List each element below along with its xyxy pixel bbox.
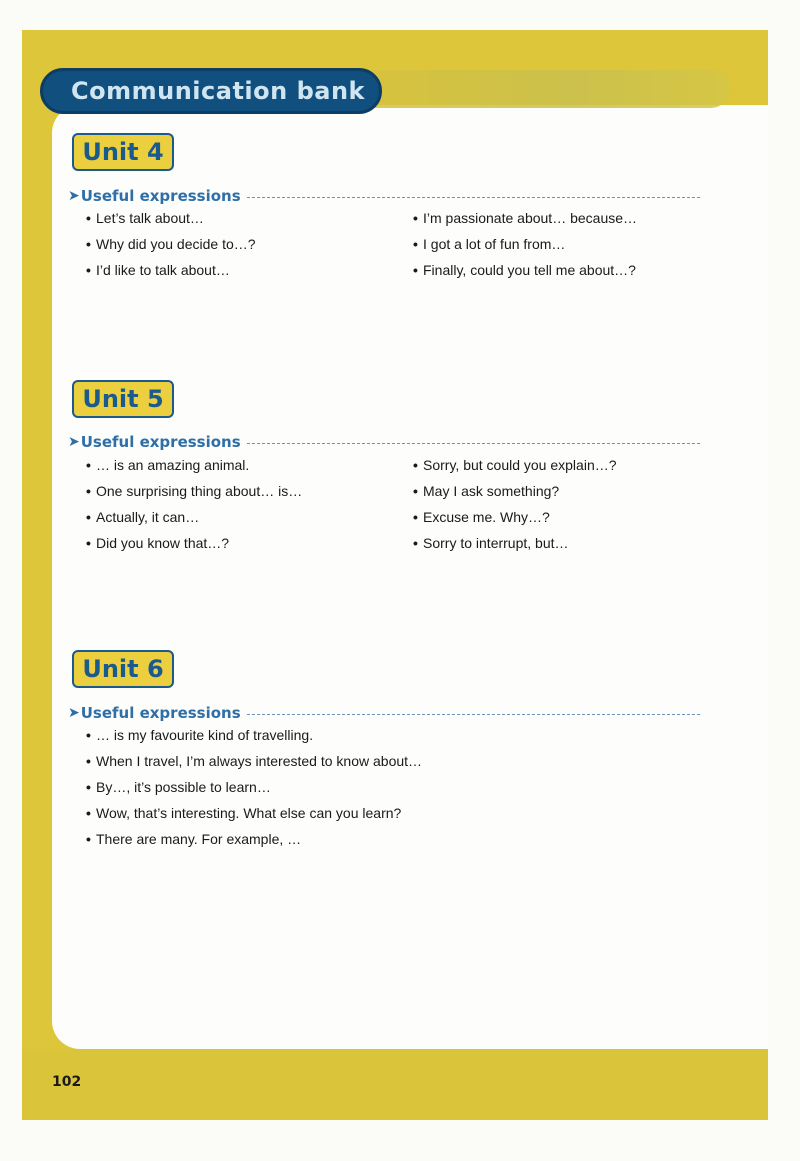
arrow-right-icon: ➤ [68,705,80,721]
useful-expressions-label: Useful expressions [80,433,241,451]
dotted-divider [247,443,700,444]
list-item: • Why did you decide to…? [86,236,256,252]
unit-4-badge [72,133,174,171]
expression-list-left [86,452,302,556]
useful-expressions-label: Useful expressions [80,704,241,722]
list-item: • I’m passionate about… because… [413,210,638,226]
section-title: Communication bank [71,77,365,105]
list-item: • When I travel, I’m always interested to know about… [86,753,423,769]
unit-6-badge [72,650,174,688]
useful-expressions-heading [68,186,700,206]
list-item: • Let’s talk about… [86,210,204,226]
list-item: • Sorry to interrupt, but… [413,535,569,551]
list-item: • Finally, could you tell me about…? [413,262,636,278]
list-item: • May I ask something? [413,483,560,499]
list-item: • Did you know that…? [86,535,230,551]
list-item: • Wow, that’s interesting. What else can you learn? [86,805,402,821]
dotted-divider [247,714,700,715]
arrow-right-icon: ➤ [68,188,80,204]
expression-list-right [413,452,617,556]
footer-band [22,1049,768,1120]
list-item: • By…, it’s possible to learn… [86,779,271,795]
header-band [340,70,730,108]
list-item: • … is my favourite kind of travelling. [86,727,314,743]
unit-title: Unit 4 [82,138,164,166]
list-item: • Actually, it can… [86,509,200,525]
expression-list-left [86,722,422,852]
dotted-divider [247,197,700,198]
expression-list-left [86,205,256,283]
list-item: • … is an amazing animal. [86,457,250,473]
page-number: 102 [52,1074,82,1090]
list-item: • One surprising thing about… is… [86,483,303,499]
section-banner [40,68,382,114]
unit-title: Unit 6 [82,655,164,683]
useful-expressions-label: Useful expressions [80,187,241,205]
useful-expressions-heading [68,432,700,452]
list-item: • Excuse me. Why…? [413,509,550,525]
list-item: • There are many. For example, … [86,831,302,847]
expression-list-right [413,205,637,283]
list-item: • I’d like to talk about… [86,262,230,278]
unit-5-badge [72,380,174,418]
arrow-right-icon: ➤ [68,434,80,450]
list-item: • I got a lot of fun from… [413,236,566,252]
useful-expressions-heading [68,703,700,723]
list-item: • Sorry, but could you explain…? [413,457,617,473]
unit-title: Unit 5 [82,385,164,413]
